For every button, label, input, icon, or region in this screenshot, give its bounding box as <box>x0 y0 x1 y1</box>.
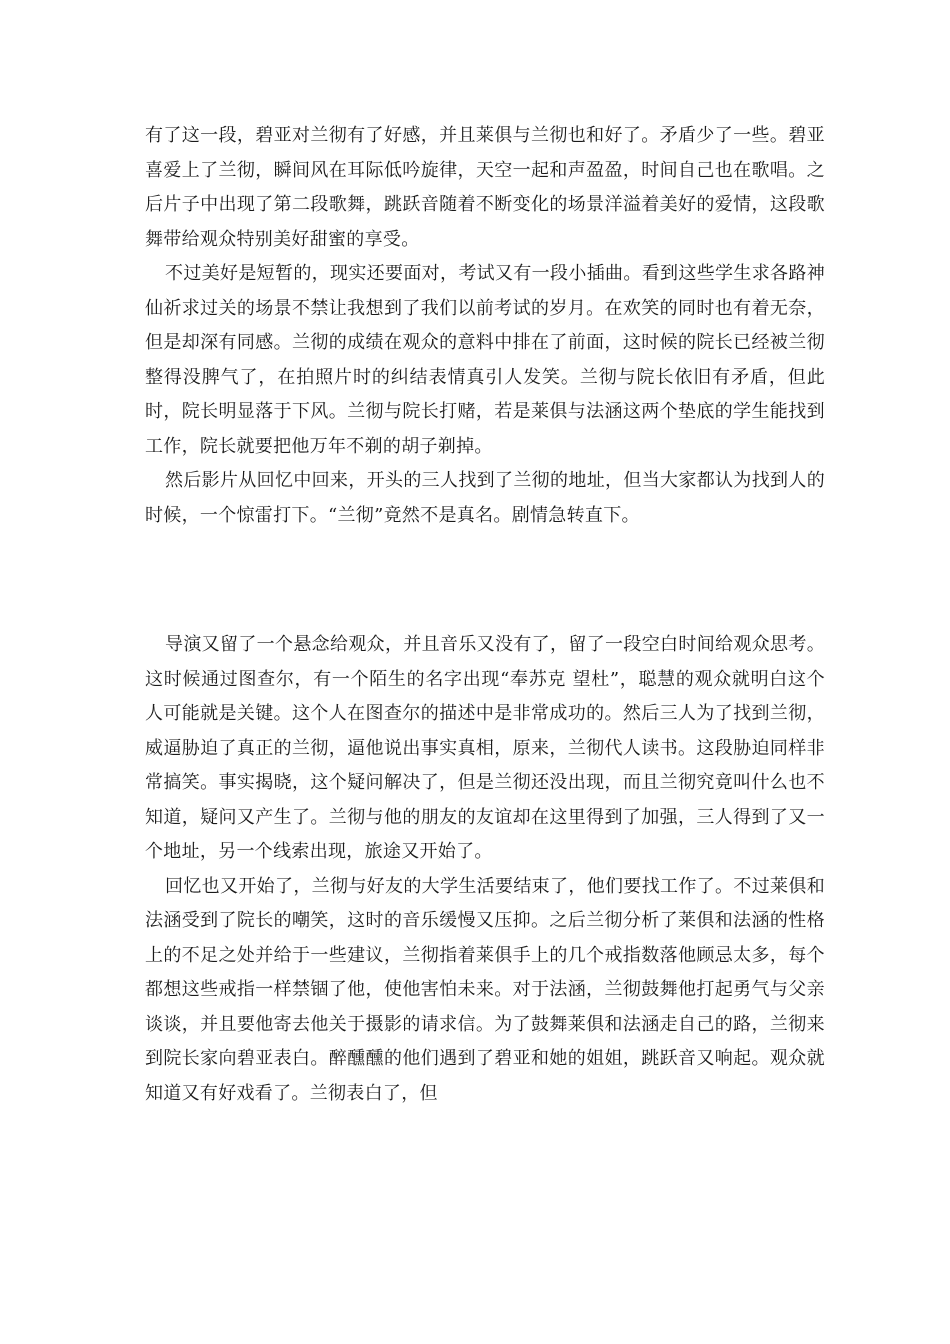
paragraph-1: 有了这一段，碧亚对兰彻有了好感，并且莱俱与兰彻也和好了。矛盾少了一些。碧亚喜爱上了兰彻，瞬间风在耳际低吟旋律，天空一起和声盈盈，时间自己也在歌唱。之后片子中出现了第二段歌舞，跳跃音随着不断变化的场景洋溢着美好的爱情，这段歌舞带给观众特别美好甜蜜的享受。 <box>145 125 825 250</box>
paragraph-2: 不过美好是短暂的，现实还要面对，考试又有一段小插曲。看到这些学生求各路神仙祈求过关的场景不禁让我想到了我们以前考试的岁月。在欢笑的同时也有着无奈，但是却深有同感。兰彻的成绩在观众的意料中排在了前面，这时候的院长已经被兰彻整得没脾气了，在拍照片时的纠结表情真引人发笑。兰彻与院长依旧有矛盾，但此时，院长明显落于下风。兰彻与院长打赌，若是莱俱与法涵这两个垫底的学生能找到工作，院长就要把他万年不剃的胡子剃掉。 <box>145 263 825 457</box>
paragraph-3: 然后影片从回忆中回来，开头的三人找到了兰彻的地址，但当大家都认为找到人的时候，一个惊雷打下。“兰彻”竟然不是真名。剧情急转直下。 <box>145 470 825 526</box>
text-section-2 <box>145 628 825 1111</box>
text-section-1 <box>145 119 825 533</box>
paragraph-5: 回忆也又开始了，兰彻与好友的大学生活要结束了，他们要找工作了。不过莱俱和法涵受到了院长的嘲笑，这时的音乐缓慢又压抑。之后兰彻分析了莱俱和法涵的性格上的不足之处并给于一些建议，兰彻指着莱俱手上的几个戒指数落他顾忌太多，每个都想这些戒指一样禁锢了他，使他害怕未来。对于法涵，兰彻鼓舞他打起勇气与父亲谈谈，并且要他寄去他关于摄影的请求信。为了鼓舞莱俱和法涵走自己的路，兰彻来到院长家向碧亚表白。醉醺醺的他们遇到了碧亚和她的姐姐，跳跃音又响起。观众就知道又有好戏看了。兰彻表白了，但 <box>145 875 825 1104</box>
paragraph-4: 导演又留了一个悬念给观众，并且音乐又没有了，留了一段空白时间给观众思考。这时候通过图查尔，有一个陌生的名字出现“奉苏克 望杜”，聪慧的观众就明白这个人可能就是关键。这个人在图查尔的描述中是非常成功的。然后三人为了找到兰彻，威逼胁迫了真正的兰彻，逼他说出事实真相，原来，兰彻代人读书。这段胁迫同样非常搞笑。事实揭晓，这个疑问解决了，但是兰彻还没出现，而且兰彻究竟叫什么也不知道，疑问又产生了。兰彻与他的朋友的友谊却在这里得到了加强，三人得到了又一个地址，另一个线索出现，旅途又开始了。 <box>145 634 825 862</box>
